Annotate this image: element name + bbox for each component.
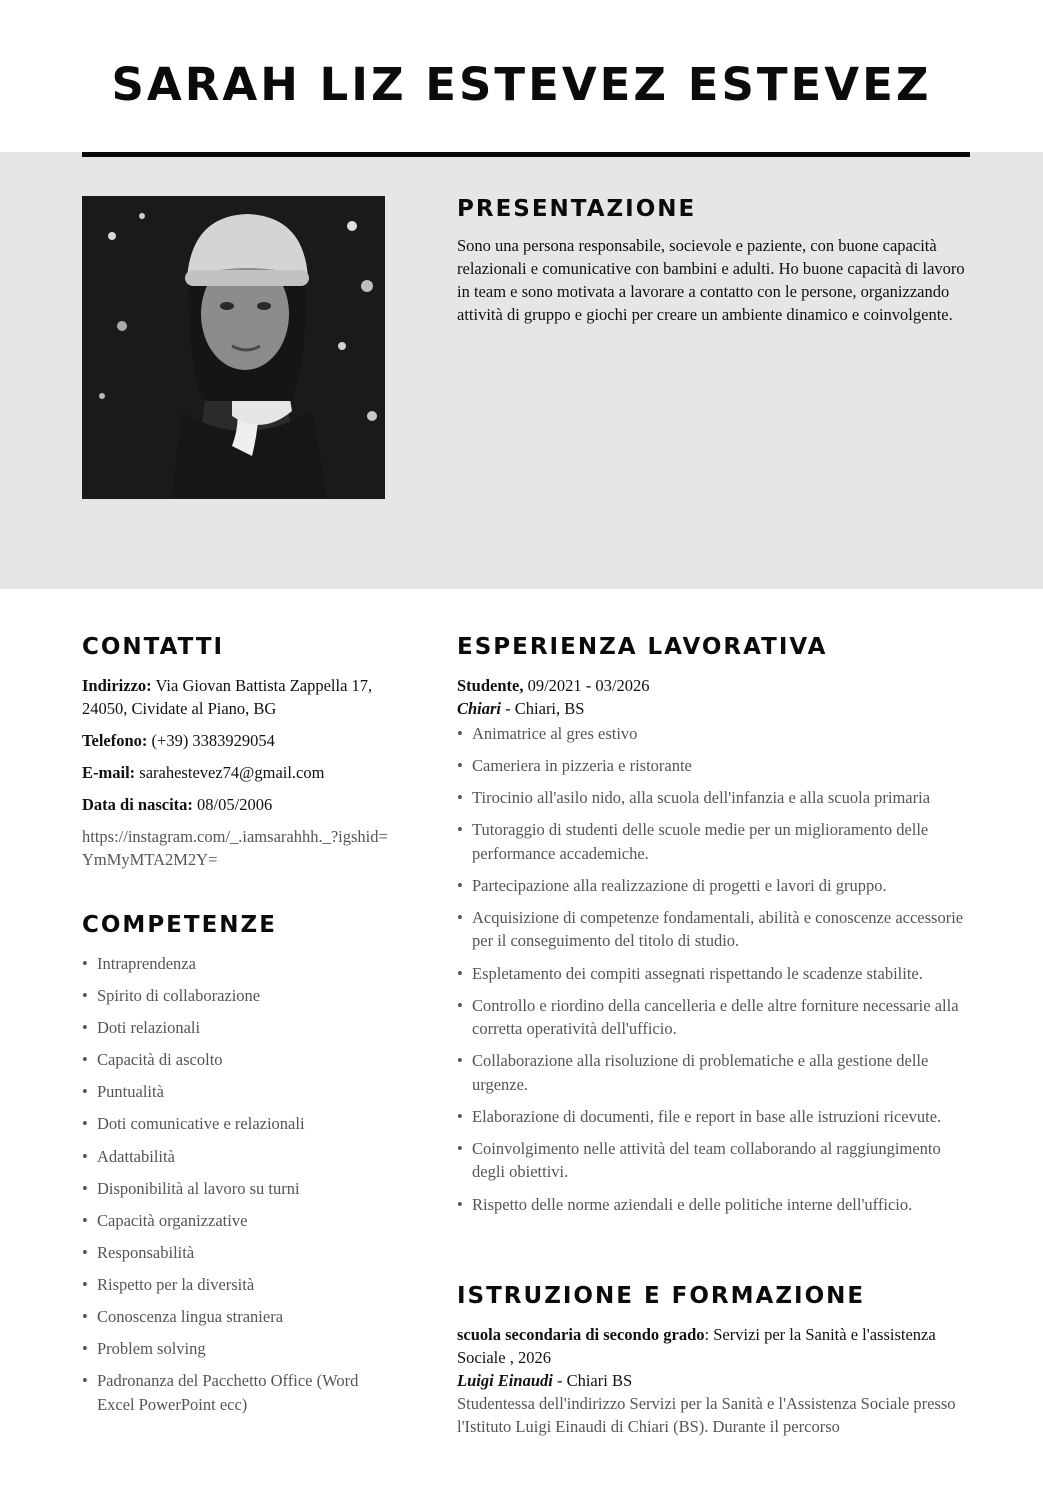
skill-item: • Disponibilità al lavoro su turni xyxy=(82,1177,392,1201)
skill-item: • Puntualità xyxy=(82,1080,392,1104)
skill-item: • Problem solving xyxy=(82,1337,392,1361)
education-field: : Servizi per la Sanità e l'assistenza Sociale , 2026 xyxy=(457,1325,936,1367)
education-degree-line xyxy=(457,1323,972,1369)
education-heading: ISTRUZIONE E FORMAZIONE xyxy=(457,1283,866,1309)
candidate-name: SARAH LIZ ESTEVEZ ESTEVEZ xyxy=(111,58,932,111)
portrait-illustration xyxy=(82,196,385,499)
job-period: 09/2021 - 03/2026 xyxy=(523,676,650,695)
instagram-link[interactable]: https://instagram.com/_.iamsarahhh._?igshid=YmMyMTA2M2Y= xyxy=(82,827,388,869)
experience-item: • Collaborazione alla risoluzione di problematiche e alla gestione delle urgenze. xyxy=(457,1049,977,1096)
email-value[interactable]: sarahestevez74@gmail.com xyxy=(139,763,325,782)
skill-item: • Doti comunicative e relazionali xyxy=(82,1112,392,1136)
job-employer: Chiari xyxy=(457,699,502,718)
skill-item: • Capacità organizzative xyxy=(82,1209,392,1233)
presentation-text: Sono una persona responsabile, socievole e paziente, con buone capacità relazionali e comunicative con bambini e adulti. Ho buone capacità di lavoro in team e sono motivata a lavorare a contatto con le persone, organizzando attività di gruppo e giochi per creare un ambiente dinamico e coinvolgente. xyxy=(457,236,965,324)
birthdate-label: Data di nascita: xyxy=(82,795,193,814)
education-degree: scuola secondaria di secondo grado xyxy=(457,1325,705,1344)
job-location: - Chiari, BS xyxy=(501,699,585,718)
job-employer-line xyxy=(457,697,977,720)
header-divider xyxy=(82,152,970,157)
left-column xyxy=(82,634,392,1425)
contact-phone xyxy=(82,729,392,752)
education-section xyxy=(457,1283,972,1438)
experience-item: • Tutoraggio di studenti delle scuole medie per un miglioramento delle performance accademiche. xyxy=(457,818,977,865)
experience-item: • Espletamento dei compiti assegnati rispettando le scadenze stabilite. xyxy=(457,962,977,986)
education-school-line xyxy=(457,1369,972,1392)
skill-item: • Adattabilità xyxy=(82,1145,392,1169)
skills-heading: COMPETENZE xyxy=(82,912,277,938)
address-value: Via Giovan Battista Zappella 17, 24050, Cividate al Piano, BG xyxy=(82,676,373,718)
experience-item: • Coinvolgimento nelle attività del team collaborando al raggiungimento degli obiettivi. xyxy=(457,1137,977,1184)
skill-item: • Rispetto per la diversità xyxy=(82,1273,392,1297)
skill-item: • Doti relazionali xyxy=(82,1016,392,1040)
job-role: Studente, xyxy=(457,676,524,695)
experience-list xyxy=(457,722,977,1216)
experience-item: • Animatrice al gres estivo xyxy=(457,722,977,746)
skill-item: • Conoscenza lingua straniera xyxy=(82,1305,392,1329)
experience-item: • Partecipazione alla realizzazione di progetti e lavori di gruppo. xyxy=(457,874,977,898)
skills-section xyxy=(82,912,392,1416)
skills-list xyxy=(82,952,392,1416)
job-role-line xyxy=(457,674,977,697)
presentation-heading: PRESENTAZIONE xyxy=(457,196,697,222)
experience-item: • Rispetto delle norme aziendali e delle politiche interne dell'ufficio. xyxy=(457,1193,977,1217)
contacts-heading: CONTATTI xyxy=(82,634,225,660)
skill-item: • Padronanza del Pacchetto Office (Word Excel PowerPoint ecc) xyxy=(82,1369,392,1416)
phone-value: (+39) 3383929054 xyxy=(151,731,275,750)
experience-heading: ESPERIENZA LAVORATIVA xyxy=(457,634,828,660)
profile-photo xyxy=(82,196,385,499)
education-school-location: - Chiari BS xyxy=(552,1371,633,1390)
contact-address xyxy=(82,674,392,720)
birthdate-value: 08/05/2006 xyxy=(197,795,273,814)
experience-item: • Acquisizione di competenze fondamentali, abilità e conoscenze accessorie per il conseguimento del titolo di studio. xyxy=(457,906,977,953)
experience-item: • Controllo e riordino della cancelleria e delle altre forniture necessarie alla corretta operatività dell'ufficio. xyxy=(457,994,977,1041)
skill-item: • Spirito di collaborazione xyxy=(82,984,392,1008)
email-label: E-mail: xyxy=(82,763,136,782)
skill-item: • Responsabilità xyxy=(82,1241,392,1265)
experience-item: • Tirocinio all'asilo nido, alla scuola dell'infanzia e alla scuola primaria xyxy=(457,786,977,810)
contact-email xyxy=(82,761,392,784)
education-description: Studentessa dell'indirizzo Servizi per la Sanità e l'Assistenza Sociale presso l'Istituto Luigi Einaudi di Chiari (BS). Durante il percorso xyxy=(457,1394,956,1436)
experience-item: • Elaborazione di documenti, file e report in base alle istruzioni ricevute. xyxy=(457,1105,977,1129)
right-column xyxy=(457,634,977,1225)
address-label: Indirizzo: xyxy=(82,676,152,695)
skill-item: • Intraprendenza xyxy=(82,952,392,976)
phone-label: Telefono: xyxy=(82,731,148,750)
contact-birthdate xyxy=(82,793,392,816)
skill-item: • Capacità di ascolto xyxy=(82,1048,392,1072)
presentation-section xyxy=(457,196,972,326)
experience-item: • Cameriera in pizzeria e ristorante xyxy=(457,754,977,778)
education-school: Luigi Einaudi xyxy=(457,1371,553,1390)
